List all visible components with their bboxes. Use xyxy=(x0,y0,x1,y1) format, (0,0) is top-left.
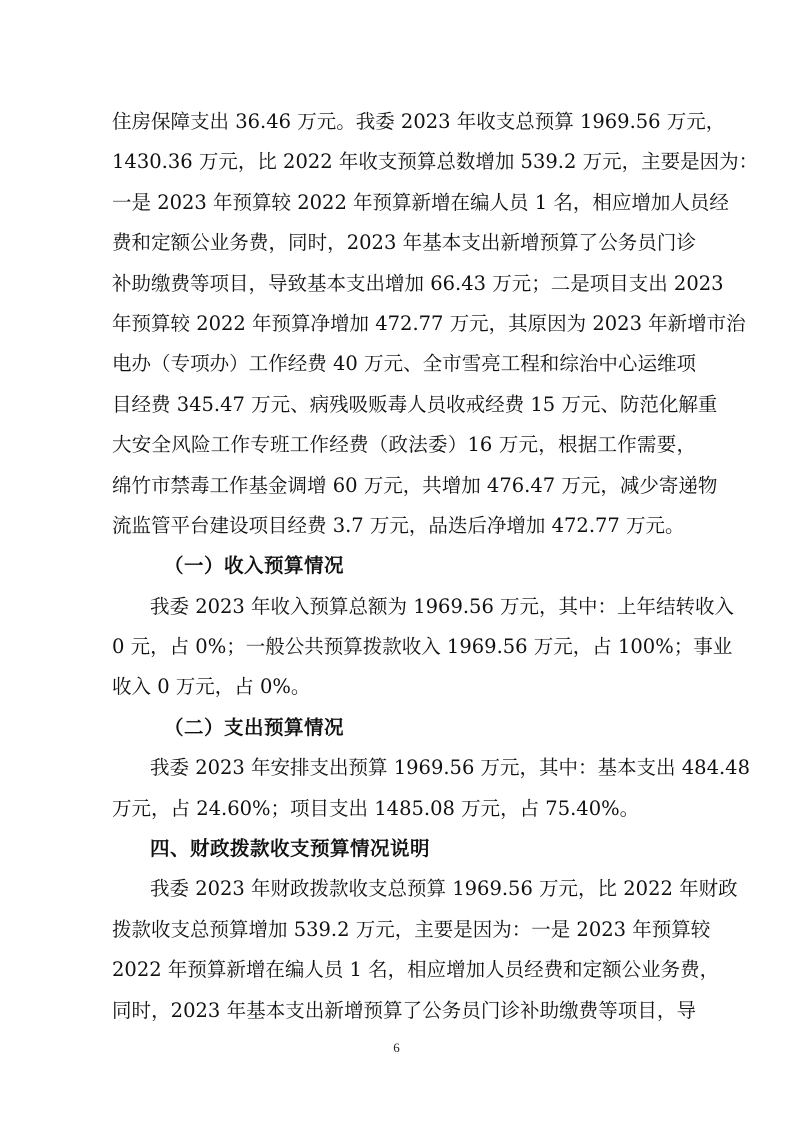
body-line: 绵竹市禁毒工作基金调增 60 万元，共增加 476.47 万元，减少寄递物 xyxy=(112,473,718,497)
section4-line: 同时，2023 年基本支出新增预算了公务员门诊补助缴费等项目，导 xyxy=(112,998,696,1022)
body-line: 大安全风险工作专班工作经费（政法委）16 万元，根据工作需要， xyxy=(112,433,696,457)
body-line: 流监管平台建设项目经费 3.7 万元，品迭后净增加 472.77 万元。 xyxy=(112,513,685,537)
page-content xyxy=(112,102,759,1031)
body-line: 电办（专项办）工作经费 40 万元、全市雪亮工程和综治中心运维项 xyxy=(112,352,696,376)
page-number: 6 xyxy=(393,1040,400,1055)
income-line: 0 元，占 0%；一般公共预算拨款收入 1969.56 万元，占 100%；事业 xyxy=(112,635,733,659)
expense-heading: （二）支出预算情况 xyxy=(164,715,345,739)
section4-line: 拨款收支总预算增加 539.2 万元，主要是因为：一是 2023 年预算较 xyxy=(112,917,711,941)
income-line: 我委 2023 年收入预算总额为 1969.56 万元，其中：上年结转收入 xyxy=(150,594,735,618)
income-line: 收入 0 万元，占 0%。 xyxy=(112,675,311,699)
section4-heading: 四、财政拨款收支预算情况说明 xyxy=(150,837,431,861)
body-line: 一是 2023 年预算较 2022 年预算新增在编人员 1 名，相应增加人员经 xyxy=(112,190,729,214)
body-line: 目经费 345.47 万元、病残吸贩毒人员收戒经费 15 万元、防范化解重 xyxy=(112,392,718,416)
body-line: 年预算较 2022 年预算净增加 472.77 万元，其原因为 2023 年新增市治 xyxy=(112,311,746,335)
body-line: 住房保障支出 36.46 万元。我委 2023 年收支总预算 1969.56 万元， xyxy=(112,110,726,133)
body-line: 1430.36 万元，比 2022 年收支预算总数增加 539.2 万元，主要是因为： xyxy=(112,150,759,174)
income-heading: （一）收入预算情况 xyxy=(164,554,345,578)
body-line: 补助缴费等项目，导致基本支出增加 66.43 万元；二是项目支出 2023 xyxy=(112,271,724,295)
expense-line: 我委 2023 年安排支出预算 1969.56 万元，其中：基本支出 484.48 xyxy=(150,756,750,780)
expense-line: 万元，占 24.60%；项目支出 1485.08 万元，占 75.40%。 xyxy=(112,796,640,820)
section4-line: 我委 2023 年财政拨款收支总预算 1969.56 万元，比 2022 年财政 xyxy=(150,877,738,901)
body-line: 费和定额公业务费，同时，2023 年基本支出新增预算了公务员门诊 xyxy=(112,231,696,255)
section4-line: 2022 年预算新增在编人员 1 名，相应增加人员经费和定额公业务费， xyxy=(112,958,720,982)
